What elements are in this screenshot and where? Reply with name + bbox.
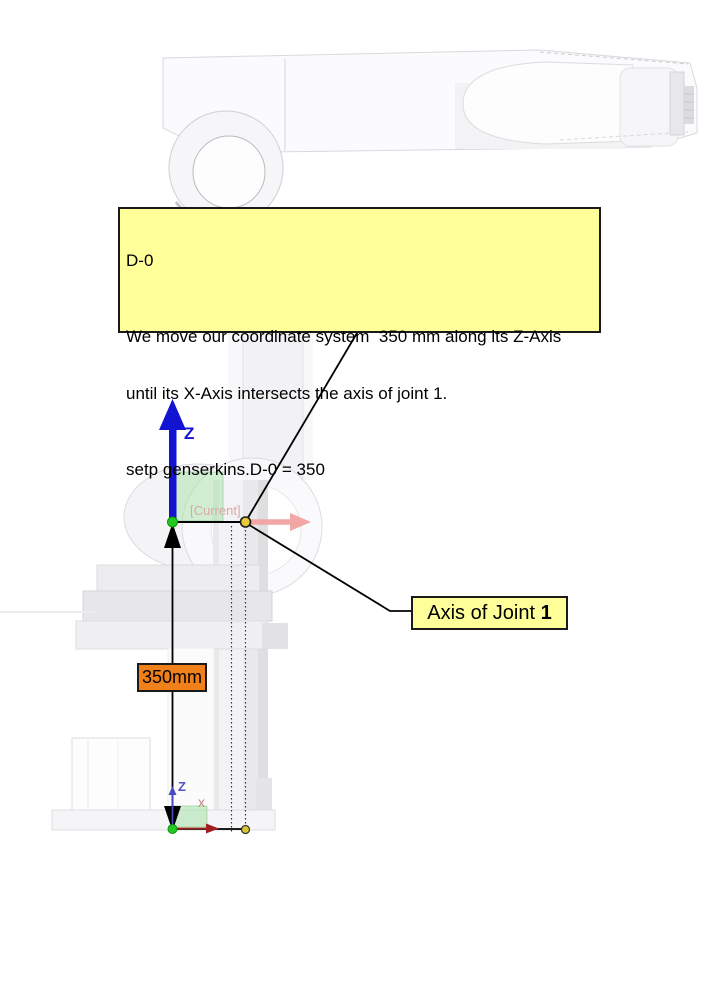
callout-box-d0 xyxy=(118,207,601,479)
callout-command: setp genserkins.D-0 = 350 xyxy=(126,460,325,479)
axis-of-joint-label xyxy=(411,596,568,630)
dimension-label-350mm: 350mm xyxy=(137,663,207,692)
z-axis-letter-base: Z xyxy=(178,779,186,794)
callout-body-line2: until its X-Axis intersects the axis of joint 1. xyxy=(126,384,448,403)
axis-of-joint-label-number: 1 xyxy=(540,602,552,624)
x-axis-letter-base: x xyxy=(198,794,205,810)
callout-body-line1: We move our coordinate system 350 mm along its Z-Axis xyxy=(126,327,562,346)
origin-marker-top xyxy=(168,517,178,527)
callout-title: D-0 xyxy=(126,251,154,270)
z-axis-letter-main: Z xyxy=(184,424,195,443)
robot-wrist-cap xyxy=(670,72,684,135)
origin-marker-base xyxy=(168,825,177,834)
joint1-axis-marker-top xyxy=(241,517,251,527)
joint1-axis-marker-base xyxy=(242,826,250,834)
axis-of-joint-label-text: Axis of Joint xyxy=(427,602,541,624)
current-frame-label: [Current] xyxy=(190,503,241,518)
